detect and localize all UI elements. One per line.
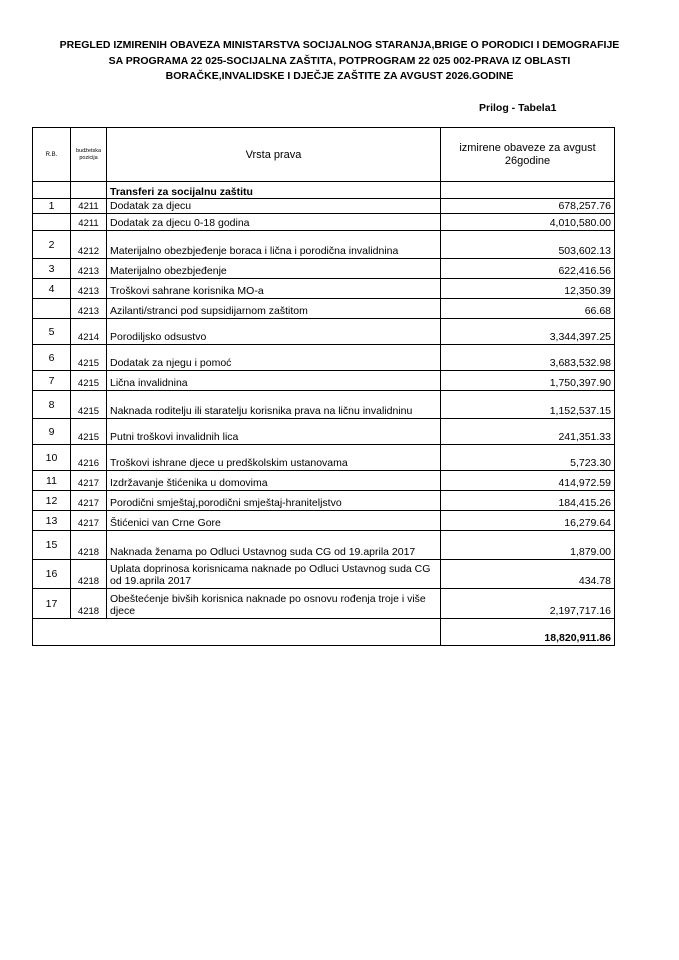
right-type: Putni troškovi invalidnih lica (107, 419, 441, 445)
right-type: Izdržavanje štićenika u domovima (107, 471, 441, 491)
budget-position: 4214 (71, 319, 107, 345)
table-row (33, 471, 615, 491)
right-type: Dodatak za djecu (107, 199, 441, 214)
header-settled-obligations (441, 128, 615, 182)
right-type: Materijalno obezbjeđenje boraca i lična i porodična invalidnina (107, 231, 441, 259)
row-number: 15 (33, 531, 71, 560)
amount: 1,750,397.90 (441, 371, 615, 391)
table-row (33, 299, 615, 319)
section-rb-cell (33, 182, 71, 199)
right-type: Troškovi ishrane djece u predškolskim ustanovama (107, 445, 441, 471)
amount: 414,972.59 (441, 471, 615, 491)
row-number: 13 (33, 511, 71, 531)
title-line: BORAČKE,INVALIDSKE I DJEČJE ZAŠTITE ZA AVGUST 2026.GODINE (165, 70, 514, 82)
header-rb: R.B. (33, 128, 71, 182)
document-title (0, 38, 679, 85)
total-amount: 18,820,911.86 (441, 619, 615, 646)
table-row (33, 491, 615, 511)
row-number (33, 214, 71, 231)
title-line: PREGLED IZMIRENIH OBAVEZA MINISTARSTVA SOCIJALNOG STARANJA,BRIGE O PORODICI I DEMOGRAFIJE (59, 39, 620, 51)
amount: 678,257.76 (441, 199, 615, 214)
row-number: 12 (33, 491, 71, 511)
table-row (33, 511, 615, 531)
header-settled-line1: izmirene obaveze za avgust (459, 141, 596, 154)
right-type: Lična invalidnina (107, 371, 441, 391)
right-type: Materijalno obezbjeđenje (107, 259, 441, 279)
header-settled-line2: 26godine (504, 154, 551, 167)
row-number: 5 (33, 319, 71, 345)
budget-position: 4215 (71, 419, 107, 445)
table-row (33, 231, 615, 259)
amount: 5,723.30 (441, 445, 615, 471)
section-title: Transferi za socijalnu zaštitu (107, 182, 441, 199)
right-type: Dodatak za njegu i pomoć (107, 345, 441, 371)
table-row (33, 445, 615, 471)
table-row (33, 214, 615, 231)
amount: 184,415.26 (441, 491, 615, 511)
header-budget-position (71, 128, 107, 182)
table-row (33, 319, 615, 345)
table-row (33, 531, 615, 560)
amount: 4,010,580.00 (441, 214, 615, 231)
table-row (33, 419, 615, 445)
budget-position: 4212 (71, 231, 107, 259)
right-type: Azilanti/stranci pod supsidijarnom zaštitom (107, 299, 441, 319)
amount: 66.68 (441, 299, 615, 319)
header-right-type: Vrsta prava (107, 128, 441, 182)
table-row (33, 371, 615, 391)
budget-position: 4215 (71, 371, 107, 391)
budget-position: 4215 (71, 345, 107, 371)
amount: 1,879.00 (441, 531, 615, 560)
right-type: Porodiljsko odsustvo (107, 319, 441, 345)
budget-position: 4217 (71, 471, 107, 491)
budget-position: 4211 (71, 214, 107, 231)
amount: 434.78 (441, 560, 615, 589)
table-row (33, 560, 615, 589)
budget-position: 4215 (71, 391, 107, 419)
right-type: Obeštećenje bivših korisnica naknade po osnovu rođenja troje i više djece (107, 589, 441, 619)
total-label-cell (33, 619, 441, 646)
budget-position: 4218 (71, 531, 107, 560)
amount: 3,683,532.98 (441, 345, 615, 371)
attachment-label: Prilog - Tabela1 (479, 102, 557, 114)
right-type: Uplata doprinosa korisnicama naknade po Odluci Ustavnog suda CG od 19.aprila 2017 (107, 560, 441, 589)
row-number: 9 (33, 419, 71, 445)
right-type: Štićenici van Crne Gore (107, 511, 441, 531)
budget-position: 4218 (71, 589, 107, 619)
header-budget-line1: budžetska (75, 147, 102, 154)
row-number (33, 299, 71, 319)
budget-position: 4217 (71, 511, 107, 531)
table-row (33, 199, 615, 214)
row-number: 1 (33, 199, 71, 214)
section-amount-cell (441, 182, 615, 199)
table-row (33, 391, 615, 419)
obligations-table (32, 127, 615, 646)
amount: 622,416.56 (441, 259, 615, 279)
budget-position: 4213 (71, 299, 107, 319)
header-budget-line2: pozicija (79, 154, 98, 161)
row-number: 8 (33, 391, 71, 419)
amount: 2,197,717.16 (441, 589, 615, 619)
row-number: 6 (33, 345, 71, 371)
row-number: 16 (33, 560, 71, 589)
table-row (33, 589, 615, 619)
amount: 16,279.64 (441, 511, 615, 531)
amount: 241,351.33 (441, 419, 615, 445)
total-row (33, 619, 615, 646)
row-number: 11 (33, 471, 71, 491)
table-header-row (33, 128, 615, 182)
row-number: 17 (33, 589, 71, 619)
right-type: Naknada roditelju ili staratelju korisnika prava na ličnu invalidninu (107, 391, 441, 419)
budget-position: 4217 (71, 491, 107, 511)
amount: 3,344,397.25 (441, 319, 615, 345)
row-number: 2 (33, 231, 71, 259)
table-row (33, 345, 615, 371)
right-type: Dodatak za djecu 0-18 godina (107, 214, 441, 231)
amount: 1,152,537.15 (441, 391, 615, 419)
budget-position: 4218 (71, 560, 107, 589)
amount: 503,602.13 (441, 231, 615, 259)
table-row (33, 279, 615, 299)
right-type: Naknada ženama po Odluci Ustavnog suda CG od 19.aprila 2017 (107, 531, 441, 560)
row-number: 4 (33, 279, 71, 299)
row-number: 7 (33, 371, 71, 391)
budget-position: 4216 (71, 445, 107, 471)
right-type: Troškovi sahrane korisnika MO-a (107, 279, 441, 299)
budget-position: 4213 (71, 279, 107, 299)
table-row (33, 259, 615, 279)
budget-position: 4213 (71, 259, 107, 279)
section-pos-cell (71, 182, 107, 199)
section-row (33, 182, 615, 199)
row-number: 3 (33, 259, 71, 279)
amount: 12,350.39 (441, 279, 615, 299)
title-line: SA PROGRAMA 22 025-SOCIJALNA ZAŠTITA, POTPROGRAM 22 025 002-PRAVA IZ OBLASTI (108, 54, 571, 67)
budget-position: 4211 (71, 199, 107, 214)
right-type: Porodični smještaj,porodični smještaj-hraniteljstvo (107, 491, 441, 511)
row-number: 10 (33, 445, 71, 471)
